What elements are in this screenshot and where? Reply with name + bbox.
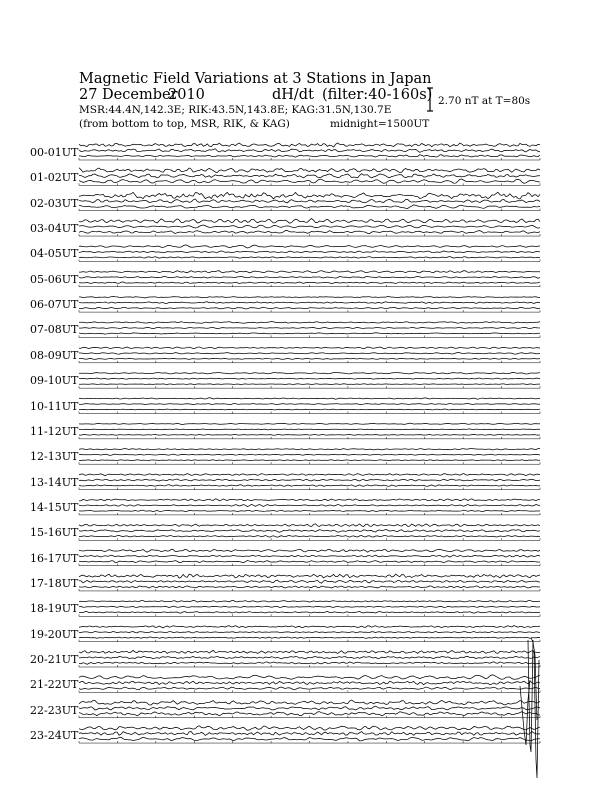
trace-msr-17-18UT xyxy=(79,586,540,588)
hour-label: 12-13UT xyxy=(30,450,79,464)
trace-kag-05-06UT xyxy=(79,271,540,273)
hour-label: 07-08UT xyxy=(30,323,79,337)
trace-rik-12-13UT xyxy=(79,454,540,455)
chart-title: Magnetic Field Variations at 3 Stations in Japan xyxy=(79,71,432,87)
trace-rik-03-04UT xyxy=(79,225,540,228)
trace-rik-20-21UT xyxy=(79,656,540,659)
stations-label: MSR:44.4N,142.3E; RIK:43.5N,143.8E; KAG:31.5N,130.7E xyxy=(79,104,392,116)
trace-kag-06-07UT xyxy=(79,297,540,298)
trace-kag-09-10UT xyxy=(79,372,540,373)
hour-label: 16-17UT xyxy=(30,551,79,565)
trace-msr-19-20UT xyxy=(79,637,540,638)
trace-msr-15-16UT xyxy=(79,535,540,537)
trace-kag-02-03UT xyxy=(79,192,540,199)
trace-kag-13-14UT xyxy=(79,474,540,476)
date-label: 27 December xyxy=(79,87,178,103)
trace-msr-00-01UT xyxy=(79,155,540,157)
hour-label: 20-21UT xyxy=(30,653,79,666)
trace-rik-14-15UT xyxy=(79,504,540,506)
trace-rik-15-16UT xyxy=(79,529,540,532)
trace-kag-21-22UT xyxy=(79,675,540,679)
trace-kag-07-08UT xyxy=(79,322,540,324)
trace-msr-08-09UT xyxy=(79,358,540,359)
trace-rik-02-03UT xyxy=(79,199,540,203)
trace-msr-03-04UT xyxy=(79,231,540,234)
trace-kag-10-11UT xyxy=(79,398,540,400)
trace-msr-23-24UT xyxy=(79,737,540,741)
trace-msr-01-02UT xyxy=(79,179,540,183)
scale-bar-icon xyxy=(427,88,433,111)
trace-kag-19-20UT xyxy=(79,626,540,628)
trace-kag-15-16UT xyxy=(79,524,540,527)
trace-rik-17-18UT xyxy=(79,580,540,583)
trace-rik-23-24UT xyxy=(79,732,540,736)
hour-label: 17-18UT xyxy=(30,576,79,590)
year-label: 2010 xyxy=(168,87,205,103)
trace-kag-11-12UT xyxy=(79,423,540,424)
trace-rik-06-07UT xyxy=(79,302,540,304)
trace-msr-09-10UT xyxy=(79,384,540,385)
trace-rik-04-05UT xyxy=(79,251,540,253)
trace-kag-08-09UT xyxy=(79,347,540,349)
order-note: (from bottom to top, MSR, RIK, & KAG) xyxy=(79,118,290,130)
filter-label: (filter:40-160s) xyxy=(322,87,433,103)
trace-rik-22-23UT xyxy=(79,706,540,710)
hour-label: 18-19UT xyxy=(30,602,79,616)
trace-msr-20-21UT xyxy=(79,662,540,665)
trace-kag-20-21UT xyxy=(79,650,540,653)
hour-label: 10-11UT xyxy=(30,399,79,413)
trace-msr-21-22UT xyxy=(79,687,540,690)
trace-kag-18-19UT xyxy=(79,600,540,602)
trace-group xyxy=(79,143,540,778)
trace-msr-22-23UT xyxy=(79,712,540,716)
hour-label: 15-16UT xyxy=(30,526,79,540)
quantity-label: dH/dt xyxy=(272,87,314,103)
trace-rik-21-22UT xyxy=(79,681,540,685)
trace-kag-01-02UT xyxy=(79,168,540,173)
trace-msr-05-06UT xyxy=(79,282,540,284)
trace-msr-06-07UT xyxy=(79,307,540,309)
hour-label: 03-04UT xyxy=(30,222,79,236)
trace-rik-18-19UT xyxy=(79,606,540,607)
trace-rik-11-12UT xyxy=(79,429,540,430)
trace-msr-11-12UT xyxy=(79,434,540,435)
hour-label: 14-15UT xyxy=(30,500,79,514)
trace-kag-23-24UT xyxy=(79,726,540,731)
trace-msr-13-14UT xyxy=(79,485,540,487)
trace-kag-22-23UT xyxy=(79,700,540,705)
scale-label: 2.70 nT at T=80s xyxy=(438,95,531,107)
hour-label: 01-02UT xyxy=(30,171,79,185)
hour-label: 11-12UT xyxy=(30,424,79,438)
trace-msr-04-05UT xyxy=(79,257,540,259)
trace-kag-16-17UT xyxy=(79,549,540,552)
hour-label: 13-14UT xyxy=(30,475,79,489)
trace-msr-02-03UT xyxy=(79,205,540,209)
hour-label: 23-24UT xyxy=(30,729,79,743)
trace-rik-00-01UT xyxy=(79,149,540,153)
midnight-note: midnight=1500UT xyxy=(330,118,430,130)
trace-kag-04-05UT xyxy=(79,245,540,248)
trace-kag-14-15UT xyxy=(79,499,540,501)
hour-label: 00-01UT xyxy=(30,146,79,159)
trace-kag-12-13UT xyxy=(79,449,540,450)
trace-rik-07-08UT xyxy=(79,327,540,328)
trace-msr-18-19UT xyxy=(79,611,540,613)
trace-rik-01-02UT xyxy=(79,174,540,178)
trace-rik-10-11UT xyxy=(79,404,540,405)
hour-label: 02-03UT xyxy=(30,196,79,210)
hour-label: 21-22UT xyxy=(30,678,79,692)
trace-rik-05-06UT xyxy=(79,276,540,278)
trace-rik-16-17UT xyxy=(79,555,540,557)
trace-msr-07-08UT xyxy=(79,333,540,334)
trace-msr-12-13UT xyxy=(79,460,540,461)
hour-label: 06-07UT xyxy=(30,298,79,312)
trace-rik-09-10UT xyxy=(79,378,540,379)
trace-msr-10-11UT xyxy=(79,409,540,410)
trace-kag-17-18UT xyxy=(79,574,540,578)
hour-label: 19-20UT xyxy=(30,627,79,641)
trace-kag-03-04UT xyxy=(79,219,540,224)
trace-rik-13-14UT xyxy=(79,479,540,481)
hour-label: 04-05UT xyxy=(30,247,79,261)
trace-rik-19-20UT xyxy=(79,632,540,633)
trace-msr-14-15UT xyxy=(79,510,540,511)
trace-kag-00-01UT xyxy=(79,143,540,147)
trace-rik-08-09UT xyxy=(79,353,540,355)
trace-msr-16-17UT xyxy=(79,561,540,563)
hour-label: 09-10UT xyxy=(30,374,79,388)
hour-label: 22-23UT xyxy=(30,703,79,717)
hour-label: 05-06UT xyxy=(30,272,79,286)
hour-label: 08-09UT xyxy=(30,348,79,362)
